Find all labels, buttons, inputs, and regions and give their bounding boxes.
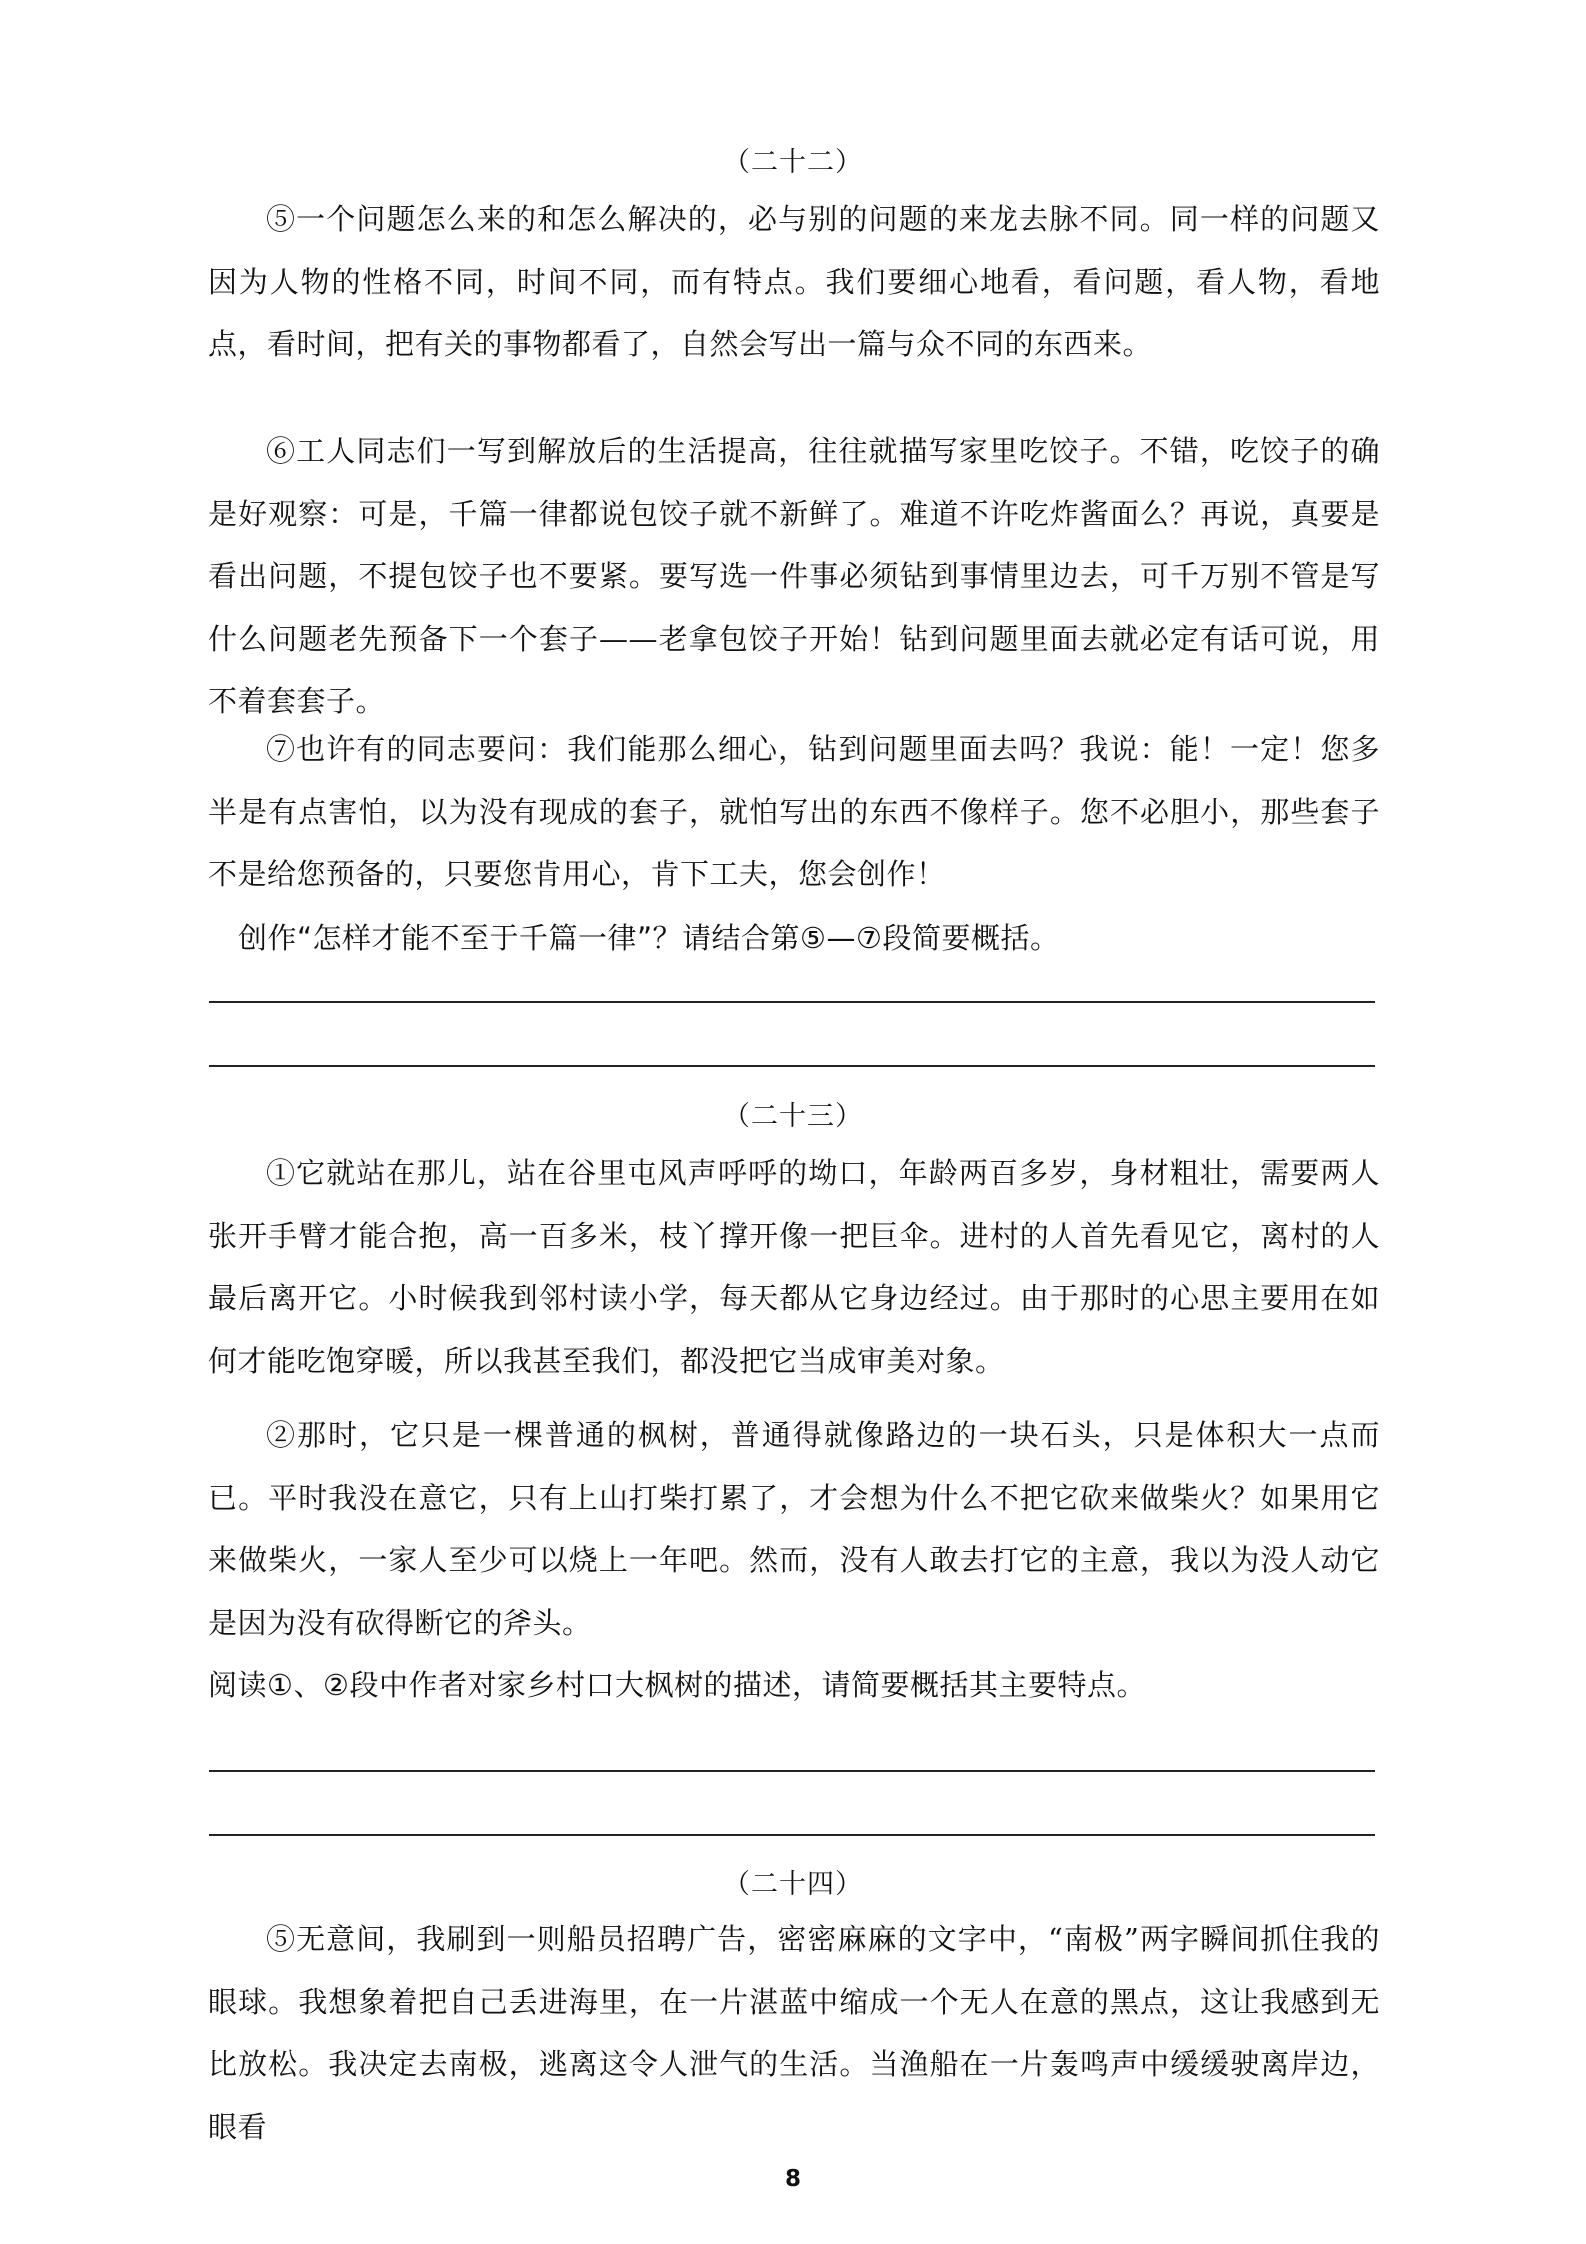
paragraph-23-2: ②那时，它只是一棵普通的枫树，普通得就像路边的一块石头，只是体积大一点而已。平时我没在意它，只有上山打柴打累了，才会想为什么不把它砍来做柴火？如果用它来做柴火，一家人至少可以烧上一年吧。然而，没有人敢去打它的主意，我以为没人动它是因为没有砍得断它的斧头。 bbox=[208, 1418, 1380, 1640]
answer-line[interactable] bbox=[209, 1770, 1375, 1772]
section-heading-22: （二十二） bbox=[723, 147, 863, 178]
section-heading-23: （二十三） bbox=[723, 1101, 863, 1132]
paragraph-22-5: ⑤一个问题怎么来的和怎么解决的，必与别的问题的来龙去脉不同。同一样的问题又因为人物的性格不同，时间不同，而有特点。我们要细心地看，看问题，看人物，看地点，看时间，把有关的事物都看了，自然会写出一篇与众不同的东西来。 bbox=[208, 202, 1380, 361]
answer-line[interactable] bbox=[209, 1065, 1375, 1067]
paragraph-24-5: ⑤无意间，我刷到一则船员招聘广告，密密麻麻的文字中，“南极”两字瞬间抓住我的眼球。我想象着把自己丢进海里，在一片湛蓝中缩成一个无人在意的黑点，这让我感到无比放松。我决定去南极，逃离这令人泄气的生活。当渔船在一片轰鸣声中缓缓驶离岸边，眼看 bbox=[208, 1922, 1380, 2144]
answer-line[interactable] bbox=[209, 1001, 1375, 1003]
section-heading-24: （二十四） bbox=[723, 1869, 863, 1900]
paragraph-22-6: ⑥工人同志们一写到解放后的生活提高，往往就描写家里吃饺子。不错，吃饺子的确是好观察：可是，千篇一律都说包饺子就不新鲜了。难道不许吃炸酱面么？再说，真要是看出问题，不提包饺子也不要紧。要写选一件事必须钻到事情里边去，可千万别不管是写什么问题老先预备下一个套子——老拿包饺子开始！钻到问题里面去就必定有话可说，用不着套套子。 bbox=[208, 434, 1380, 718]
answer-line[interactable] bbox=[209, 1834, 1375, 1836]
question-22: 创作“怎样才能不至于千篇一律”？请结合第⑤—⑦段简要概括。 bbox=[238, 921, 1060, 955]
paragraph-22-7: ⑦也许有的同志要问：我们能那么细心，钻到问题里面去吗？我说：能！一定！您多半是有点害怕，以为没有现成的套子，就怕写出的东西不像样子。您不必胆小，那些套子不是给您预备的，只要您肯用心，肯下工夫，您会创作！ bbox=[208, 732, 1380, 891]
paragraph-23-1: ①它就站在那儿，站在谷里屯风声呼呼的坳口，年龄两百多岁，身材粗壮，需要两人张开手臂才能合抱，高一百多米，枝丫撑开像一把巨伞。进村的人首先看见它，离村的人最后离开它。小时候我到邻村读小学，每天都从它身边经过。由于那时的心思主要用在如何才能吃饱穿暖，所以我甚至我们，都没把它当成审美对象。 bbox=[208, 1156, 1380, 1378]
page-number: 8 bbox=[784, 2166, 801, 2192]
question-23: 阅读①、②段中作者对家乡村口大枫树的描述，请简要概括其主要特点。 bbox=[208, 1668, 1146, 1702]
